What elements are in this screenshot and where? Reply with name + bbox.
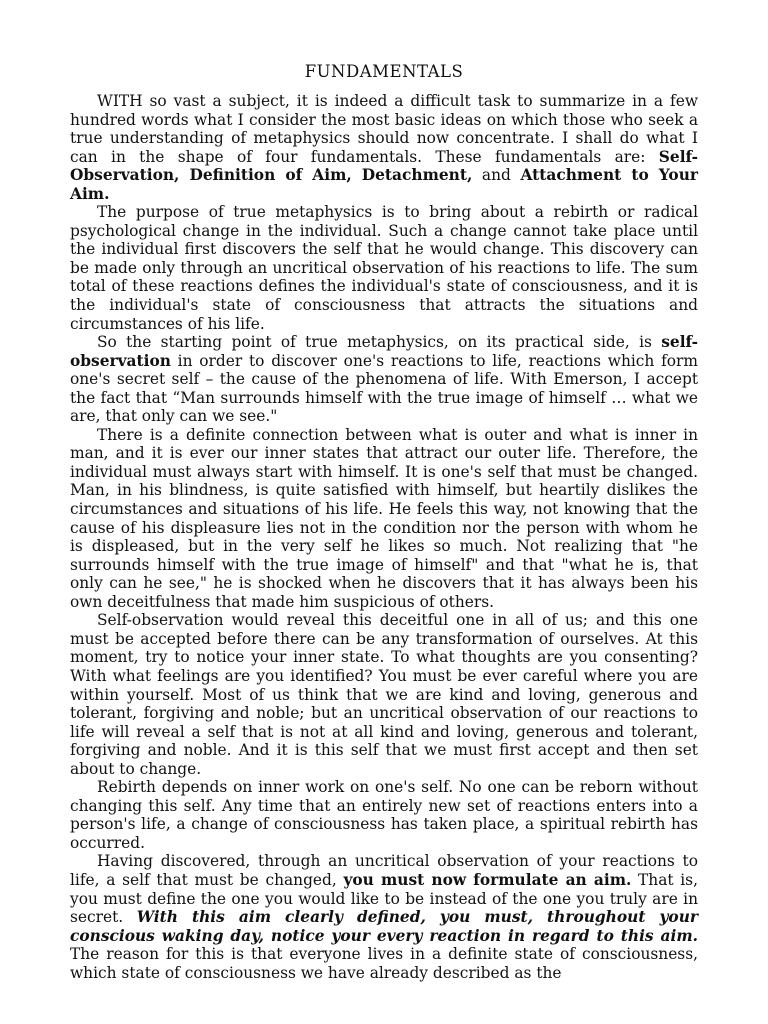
paragraph-4: There is a definite connection between what is outer and what is inner in man, and it is ever our inner states that attract our outer life. Therefore, the individual must always start with himself. It is one's self that must be changed. Man, in his blindness, is quite satisfied with himself, but heartily dislikes the circumstances and situations of his life. He feels this way, not knowing that the cause of his displeasure lies not in the condition nor the person with whom he is displeased, but in the very self he likes so much. Not realizing that "he surrounds himself with the true image of himself" and that "what he is, that only can he see," he is shocked when he discovers that it has always been his own deceitfulness that made him suspicious of others. <box>70 425 698 611</box>
paragraph-1-bold-fundamentals: Self-Observation, Definition of Aim, Detachment, <box>70 147 698 185</box>
paragraph-1-conjunction: and <box>472 166 521 185</box>
paragraph-1-text: WITH so vast a subject, it is indeed a difficult task to summarize in a few hundred words what I consider the most basic ideas on which those who seek a true understanding of metaphysics should now concentrate. I shall do what I can in the shape of four fundamentals. These fundamentals are: <box>70 92 698 166</box>
paragraph-3-text-start: So the starting point of true metaphysics, on its practical side, is <box>97 333 662 352</box>
paragraph-7 <box>70 852 698 982</box>
paragraph-2: The purpose of true metaphysics is to bring about a rebirth or radical psychological change in the individual. Such a change cannot take place until the individual first discovers the self that he would change. This discovery can be made only through an uncritical observation of his reactions to life. The sum total of these reactions defines the individual's state of consciousness, and it is the individual's state of consciousness that attracts the situations and circumstances of his life. <box>70 203 698 333</box>
paragraph-3 <box>70 333 698 426</box>
paragraph-1-bold-attachment: Attachment to Your Aim. <box>70 166 698 203</box>
paragraph-7-bold-italic-emphasis: With this aim clearly defined, you must, throughout your conscious waking day, notice your every reaction in regard to this aim. <box>70 908 699 945</box>
paragraph-7-text-end: The reason for this is that everyone lives in a definite state of consciousness, which state of consciousness we have already described as the <box>70 945 698 982</box>
paragraph-3-bold-self-observation: self-observation <box>70 333 698 370</box>
paragraph-7-text-middle: That is, you must define the one you would like to be instead of the one you truly are in secret. <box>70 870 698 927</box>
paragraph-7-text-start: Having discovered, through an uncritical observation of your reactions to life, a self that must be changed, <box>70 852 698 889</box>
page-title: FUNDAMENTALS <box>304 62 464 81</box>
paragraph-3-text-end: in order to discover one's reactions to life, reactions which form one's secret self – the cause of the phenomena of life. With Emerson, I accept the fact that “Man surrounds himself with the true image of himself … what we are, that only can we see." <box>70 351 698 426</box>
document-page <box>70 60 698 982</box>
paragraph-1 <box>70 92 698 203</box>
paragraph-5: Self-observation would reveal this deceitful one in all of us; and this one must be accepted before there can be any transformation of ourselves. At this moment, try to notice your inner state. To what thoughts are you consenting? With what feelings are you identified? You must be ever careful where you are within yourself. Most of us think that we are kind and loving, generous and tolerant, forgiving and noble; but an uncritical observation of our reactions to life will reveal a self that is not at all kind and loving, generous and tolerant, forgiving and noble. And it is this self that we must first accept and then set about to change. <box>70 611 698 778</box>
paragraph-7-bold-aim: you must now formulate an aim. <box>343 870 632 889</box>
paragraph-6: Rebirth depends on inner work on one's self. No one can be reborn without changing this self. Any time that an entirely new set of reactions enters into a person's life, a change of consciousness has taken place, a spiritual rebirth has occurred. <box>70 778 698 852</box>
